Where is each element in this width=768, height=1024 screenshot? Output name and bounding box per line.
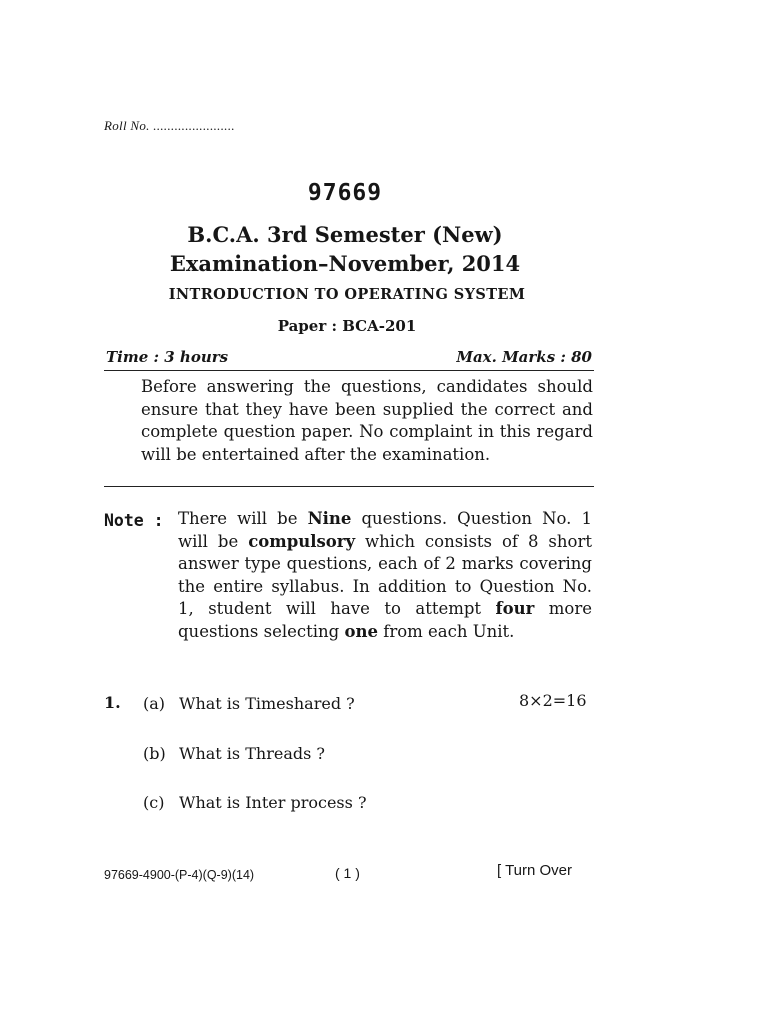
paper-code: 97669 [307,180,383,206]
exam-title: B.C.A. 3rd Semester (New) [187,222,503,247]
note-segment: which consists of 8 short answer type questions, each of 2 marks covering the entire syllabus. In addition to Question No. 1, student will have to attempt [178,531,592,618]
candidate-instructions: Before answering the questions, candidates should ensure that they have been supplied the correct and complete question paper. No complaint in this regard will be entertained after the examination. [141,377,593,464]
question-number: 1. [104,693,121,712]
turn-over-label: [ Turn Over [497,862,573,879]
footer-code: 97669-4900-(P-4)(Q-9)(14) [104,868,255,882]
note-emphasis: one [344,621,378,641]
note-emphasis: Nine [307,509,352,528]
note-segment: more questions selecting [178,599,592,641]
question-part [143,694,355,713]
note-label: Note : [104,511,164,530]
divider-bottom [104,486,594,487]
part-label: (a) [143,694,166,713]
page-number: ( 1 ) [335,865,360,881]
question-marks: 8×2=16 [519,691,587,710]
subject-title: INTRODUCTION TO OPERATING SYSTEM [168,286,526,303]
paper-number: Paper : BCA-201 [277,317,417,335]
part-text: What is Threads ? [179,744,325,763]
part-text: What is Inter process ? [179,793,367,812]
exam-duration: Time : 3 hours [106,348,229,366]
part-label: (b) [143,744,166,763]
note-segment: There will be [178,509,308,528]
note-segment: questions. Question No. 1 will be [178,509,592,551]
note-emphasis: four [495,599,535,618]
question-part [143,793,367,812]
max-marks: Max. Marks : 80 [456,348,592,366]
question-part [143,744,325,763]
note-segment: from each Unit. [377,621,515,641]
note-emphasis: compulsory [248,531,356,551]
divider-top [104,370,594,371]
part-label: (c) [143,793,165,812]
roll-number-field: Roll No. ....................... [104,118,235,133]
exam-session: Examination–November, 2014 [169,251,521,276]
part-text: What is Timeshared ? [179,694,355,713]
note-text [178,508,592,643]
